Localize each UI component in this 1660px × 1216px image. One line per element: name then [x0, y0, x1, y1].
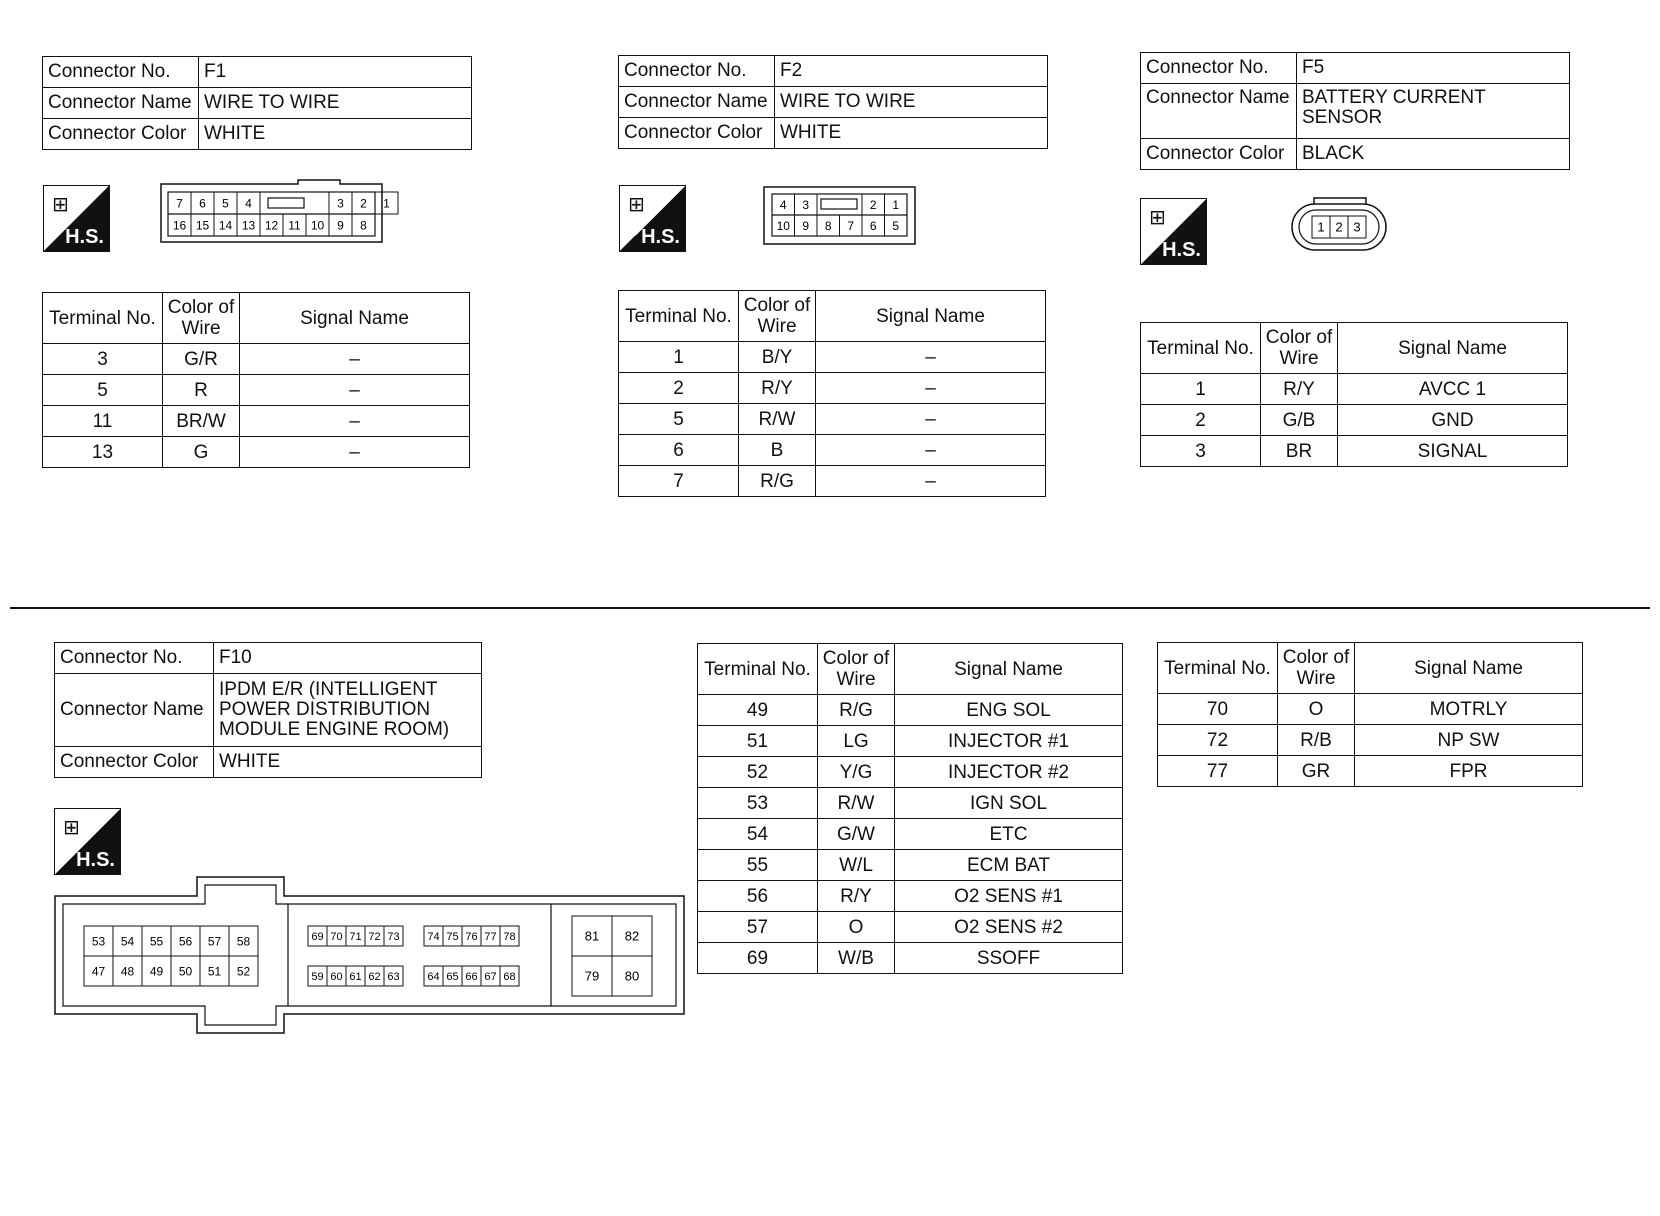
f2-terminal-table [618, 290, 1046, 497]
signal-name-cell: – [240, 437, 470, 468]
wire-color-cell: O [1278, 694, 1355, 725]
color-of-wire-header: Color of Wire [739, 291, 816, 342]
connector-color-value: WHITE [775, 118, 1048, 149]
pin-number: 4 [245, 196, 252, 211]
connector-no-value: F10 [214, 643, 482, 674]
f5-connector-face [1290, 196, 1390, 254]
pin-number: 61 [349, 970, 362, 983]
pin-number: 15 [195, 218, 210, 233]
terminal-no-cell: 11 [43, 406, 163, 437]
signal-name-cell: NP SW [1355, 725, 1583, 756]
color-of-wire-header: Color of Wire [1261, 323, 1338, 374]
connector-name-value: WIRE TO WIRE [775, 87, 1048, 118]
connector-no-label: Connector No. [43, 57, 199, 88]
terminal-no-cell: 54 [698, 819, 818, 850]
f10-terminal-table-b [1157, 642, 1583, 787]
connector-no-value: F2 [775, 56, 1048, 87]
signal-name-cell: O2 SENS #2 [895, 912, 1123, 943]
terminal-row [698, 819, 1123, 850]
f5-info-table [1140, 52, 1570, 170]
connector-no-label: Connector No. [1141, 53, 1297, 84]
signal-name-cell: – [816, 404, 1046, 435]
terminal-row [698, 757, 1123, 788]
connector-color-label: Connector Color [619, 118, 775, 149]
f10-connector-face [54, 876, 686, 1036]
connector-name-label: Connector Name [619, 87, 775, 118]
pin-number: 75 [446, 930, 459, 943]
pin-number: 73 [387, 930, 400, 943]
pin-number: 48 [120, 964, 135, 979]
pin-number: 1 [383, 196, 390, 211]
terminal-no-cell: 7 [619, 466, 739, 497]
pin-number: 47 [91, 964, 106, 979]
pin-number: 70 [330, 930, 343, 943]
pin-number: 67 [484, 970, 497, 983]
pin-number: 16 [172, 218, 187, 233]
terminal-no-header: Terminal No. [43, 293, 163, 344]
f1-connector-face [160, 182, 390, 245]
harness-side-icon [43, 185, 110, 252]
terminal-row [698, 943, 1123, 974]
wire-color-cell: R/B [1278, 725, 1355, 756]
signal-name-cell: GND [1338, 405, 1568, 436]
pin-number: 51 [207, 964, 222, 979]
harness-side-icon [619, 185, 686, 252]
terminal-no-header: Terminal No. [1158, 643, 1278, 694]
signal-name-header: Signal Name [1355, 643, 1583, 694]
hs-label: H.S. [641, 226, 680, 248]
terminal-no-cell: 53 [698, 788, 818, 819]
pin-number: 64 [427, 970, 440, 983]
pin-number: 76 [465, 930, 478, 943]
connector-color-value: WHITE [214, 747, 482, 778]
terminal-no-cell: 56 [698, 881, 818, 912]
f10-terminal-table-a [697, 643, 1123, 974]
pin-number: 13 [241, 218, 256, 233]
terminal-no-cell: 1 [619, 342, 739, 373]
terminal-row [1158, 725, 1583, 756]
terminal-row [698, 912, 1123, 943]
terminal-row [619, 404, 1046, 435]
section-divider [10, 607, 1650, 609]
hs-label: H.S. [65, 226, 104, 248]
pin-number: 80 [624, 968, 640, 984]
wire-color-cell: W/L [818, 850, 895, 881]
pin-number: 1 [1317, 219, 1325, 235]
connector-name-value: IPDM E/R (INTELLIGENT POWER DISTRIBUTION MODULE ENGINE ROOM) [214, 674, 482, 747]
terminal-no-header: Terminal No. [1141, 323, 1261, 374]
terminal-row [1158, 694, 1583, 725]
pin-number: 6 [199, 196, 206, 211]
terminal-no-header: Terminal No. [698, 644, 818, 695]
terminal-no-cell: 3 [1141, 436, 1261, 467]
connector-color-value: WHITE [199, 119, 472, 150]
terminal-row [698, 726, 1123, 757]
terminal-row [43, 375, 470, 406]
f2-info-table [618, 55, 1048, 149]
signal-name-cell: ECM BAT [895, 850, 1123, 881]
terminal-row [698, 850, 1123, 881]
pin-number: 9 [802, 218, 810, 233]
pin-number: 2 [869, 197, 877, 212]
terminal-row [1141, 405, 1568, 436]
terminal-no-header: Terminal No. [619, 291, 739, 342]
pin-number: 58 [236, 934, 251, 949]
signal-name-header: Signal Name [895, 644, 1123, 695]
terminal-no-cell: 3 [43, 344, 163, 375]
terminal-no-cell: 2 [1141, 405, 1261, 436]
f1-info-table [42, 56, 472, 150]
signal-name-cell: – [240, 375, 470, 406]
terminal-no-cell: 2 [619, 373, 739, 404]
pin-number: 7 [176, 196, 183, 211]
terminal-row [619, 435, 1046, 466]
pin-number: 10 [776, 218, 790, 233]
wire-color-cell: R/W [739, 404, 816, 435]
connector-color-label: Connector Color [43, 119, 199, 150]
pin-number: 12 [264, 218, 279, 233]
terminal-no-cell: 5 [619, 404, 739, 435]
pin-number: 78 [503, 930, 516, 943]
signal-name-cell: AVCC 1 [1338, 374, 1568, 405]
terminal-row [698, 788, 1123, 819]
wire-color-cell: Y/G [818, 757, 895, 788]
wire-color-cell: R/G [818, 695, 895, 726]
connector-no-label: Connector No. [619, 56, 775, 87]
signal-name-cell: – [816, 342, 1046, 373]
connector-icon: ⊞ [628, 194, 645, 216]
signal-name-cell: FPR [1355, 756, 1583, 787]
signal-name-cell: SSOFF [895, 943, 1123, 974]
pin-number: 9 [337, 218, 344, 233]
pin-number: 56 [178, 934, 193, 949]
connector-name-value: BATTERY CURRENT SENSOR [1297, 84, 1570, 139]
pin-number: 77 [484, 930, 497, 943]
terminal-row [1141, 374, 1568, 405]
terminal-no-cell: 49 [698, 695, 818, 726]
pin-number: 60 [330, 970, 343, 983]
pin-number: 14 [218, 218, 233, 233]
pin-number: 49 [149, 964, 164, 979]
wire-color-cell: BR [1261, 436, 1338, 467]
connector-name-label: Connector Name [55, 674, 214, 747]
pin-number: 52 [236, 964, 251, 979]
terminal-no-cell: 70 [1158, 694, 1278, 725]
signal-name-cell: SIGNAL [1338, 436, 1568, 467]
pin-number: 72 [368, 930, 381, 943]
terminal-no-cell: 57 [698, 912, 818, 943]
terminal-row [1158, 756, 1583, 787]
wire-color-cell: B [739, 435, 816, 466]
terminal-no-cell: 77 [1158, 756, 1278, 787]
wire-color-cell: W/B [818, 943, 895, 974]
connector-icon: ⊞ [1149, 207, 1166, 229]
signal-name-cell: – [816, 373, 1046, 404]
pin-number: 2 [360, 196, 367, 211]
signal-name-cell: INJECTOR #2 [895, 757, 1123, 788]
pin-number: 3 [337, 196, 344, 211]
wire-color-cell: O [818, 912, 895, 943]
pin-number: 65 [446, 970, 459, 983]
harness-side-icon [1140, 198, 1207, 265]
pin-number: 11 [288, 218, 301, 233]
terminal-row [619, 373, 1046, 404]
wire-color-cell: GR [1278, 756, 1355, 787]
hs-label: H.S. [1162, 239, 1201, 261]
pin-number: 10 [310, 218, 325, 233]
f2-connector-face [763, 186, 918, 246]
pin-number: 53 [91, 934, 106, 949]
wire-color-cell: R/Y [818, 881, 895, 912]
terminal-no-cell: 1 [1141, 374, 1261, 405]
pin-number: 6 [869, 218, 877, 233]
terminal-row [1141, 436, 1568, 467]
pin-number: 55 [149, 934, 164, 949]
pin-number: 4 [779, 197, 787, 212]
terminal-row [43, 406, 470, 437]
pin-number: 5 [222, 196, 229, 211]
terminal-no-cell: 69 [698, 943, 818, 974]
pin-number: 79 [584, 968, 600, 984]
connector-name-value: WIRE TO WIRE [199, 88, 472, 119]
terminal-no-cell: 6 [619, 435, 739, 466]
wire-color-cell: R/G [739, 466, 816, 497]
pin-number: 59 [311, 970, 324, 983]
connector-color-value: BLACK [1297, 139, 1570, 170]
signal-name-cell: IGN SOL [895, 788, 1123, 819]
pin-number: 82 [624, 928, 640, 944]
pin-number: 54 [120, 934, 135, 949]
hs-label: H.S. [76, 849, 115, 871]
pin-number: 74 [427, 930, 440, 943]
pin-number: 63 [387, 970, 400, 983]
connector-name-label: Connector Name [1141, 84, 1297, 139]
pin-number: 71 [349, 930, 362, 943]
pin-number: 3 [802, 197, 810, 212]
signal-name-cell: O2 SENS #1 [895, 881, 1123, 912]
wire-color-cell: G [163, 437, 240, 468]
pin-number: 3 [1353, 219, 1361, 235]
terminal-no-cell: 13 [43, 437, 163, 468]
signal-name-cell: MOTRLY [1355, 694, 1583, 725]
wire-color-cell: G/R [163, 344, 240, 375]
terminal-row [698, 695, 1123, 726]
signal-name-header: Signal Name [1338, 323, 1568, 374]
signal-name-header: Signal Name [816, 291, 1046, 342]
signal-name-cell: – [816, 466, 1046, 497]
terminal-no-cell: 52 [698, 757, 818, 788]
pin-number: 62 [368, 970, 381, 983]
terminal-no-cell: 51 [698, 726, 818, 757]
connector-no-label: Connector No. [55, 643, 214, 674]
pin-number: 7 [847, 218, 855, 233]
signal-name-cell: ENG SOL [895, 695, 1123, 726]
color-of-wire-header: Color of Wire [163, 293, 240, 344]
pin-number: 68 [503, 970, 516, 983]
connector-no-value: F5 [1297, 53, 1570, 84]
pin-number: 2 [1335, 219, 1343, 235]
wire-color-cell: R/W [818, 788, 895, 819]
wire-color-cell: R/Y [739, 373, 816, 404]
pin-number: 50 [178, 964, 193, 979]
wire-color-cell: G/W [818, 819, 895, 850]
wire-color-cell: BR/W [163, 406, 240, 437]
pin-number: 57 [207, 934, 222, 949]
pin-number: 1 [892, 197, 900, 212]
connector-color-label: Connector Color [1141, 139, 1297, 170]
connector-name-label: Connector Name [43, 88, 199, 119]
wire-color-cell: G/B [1261, 405, 1338, 436]
signal-name-cell: – [240, 406, 470, 437]
signal-name-header: Signal Name [240, 293, 470, 344]
harness-side-icon [54, 808, 121, 875]
terminal-no-cell: 5 [43, 375, 163, 406]
terminal-no-cell: 72 [1158, 725, 1278, 756]
terminal-row [619, 342, 1046, 373]
terminal-row [619, 466, 1046, 497]
color-of-wire-header: Color of Wire [1278, 643, 1355, 694]
wire-color-cell: B/Y [739, 342, 816, 373]
signal-name-cell: – [816, 435, 1046, 466]
wire-color-cell: LG [818, 726, 895, 757]
signal-name-cell: INJECTOR #1 [895, 726, 1123, 757]
pin-number: 5 [892, 218, 900, 233]
pin-number: 8 [824, 218, 832, 233]
connector-color-label: Connector Color [55, 747, 214, 778]
pin-number: 81 [584, 928, 600, 944]
terminal-no-cell: 55 [698, 850, 818, 881]
terminal-row [43, 437, 470, 468]
pin-number: 69 [311, 930, 324, 943]
pin-number: 66 [465, 970, 478, 983]
pin-number: 8 [360, 218, 367, 233]
connector-icon: ⊞ [52, 194, 69, 216]
connector-no-value: F1 [199, 57, 472, 88]
f5-terminal-table [1140, 322, 1568, 467]
terminal-row [698, 881, 1123, 912]
wire-color-cell: R [163, 375, 240, 406]
wire-color-cell: R/Y [1261, 374, 1338, 405]
f1-terminal-table [42, 292, 470, 468]
terminal-row [43, 344, 470, 375]
signal-name-cell: – [240, 344, 470, 375]
f10-info-table [54, 642, 482, 778]
color-of-wire-header: Color of Wire [818, 644, 895, 695]
signal-name-cell: ETC [895, 819, 1123, 850]
connector-icon: ⊞ [63, 817, 80, 839]
